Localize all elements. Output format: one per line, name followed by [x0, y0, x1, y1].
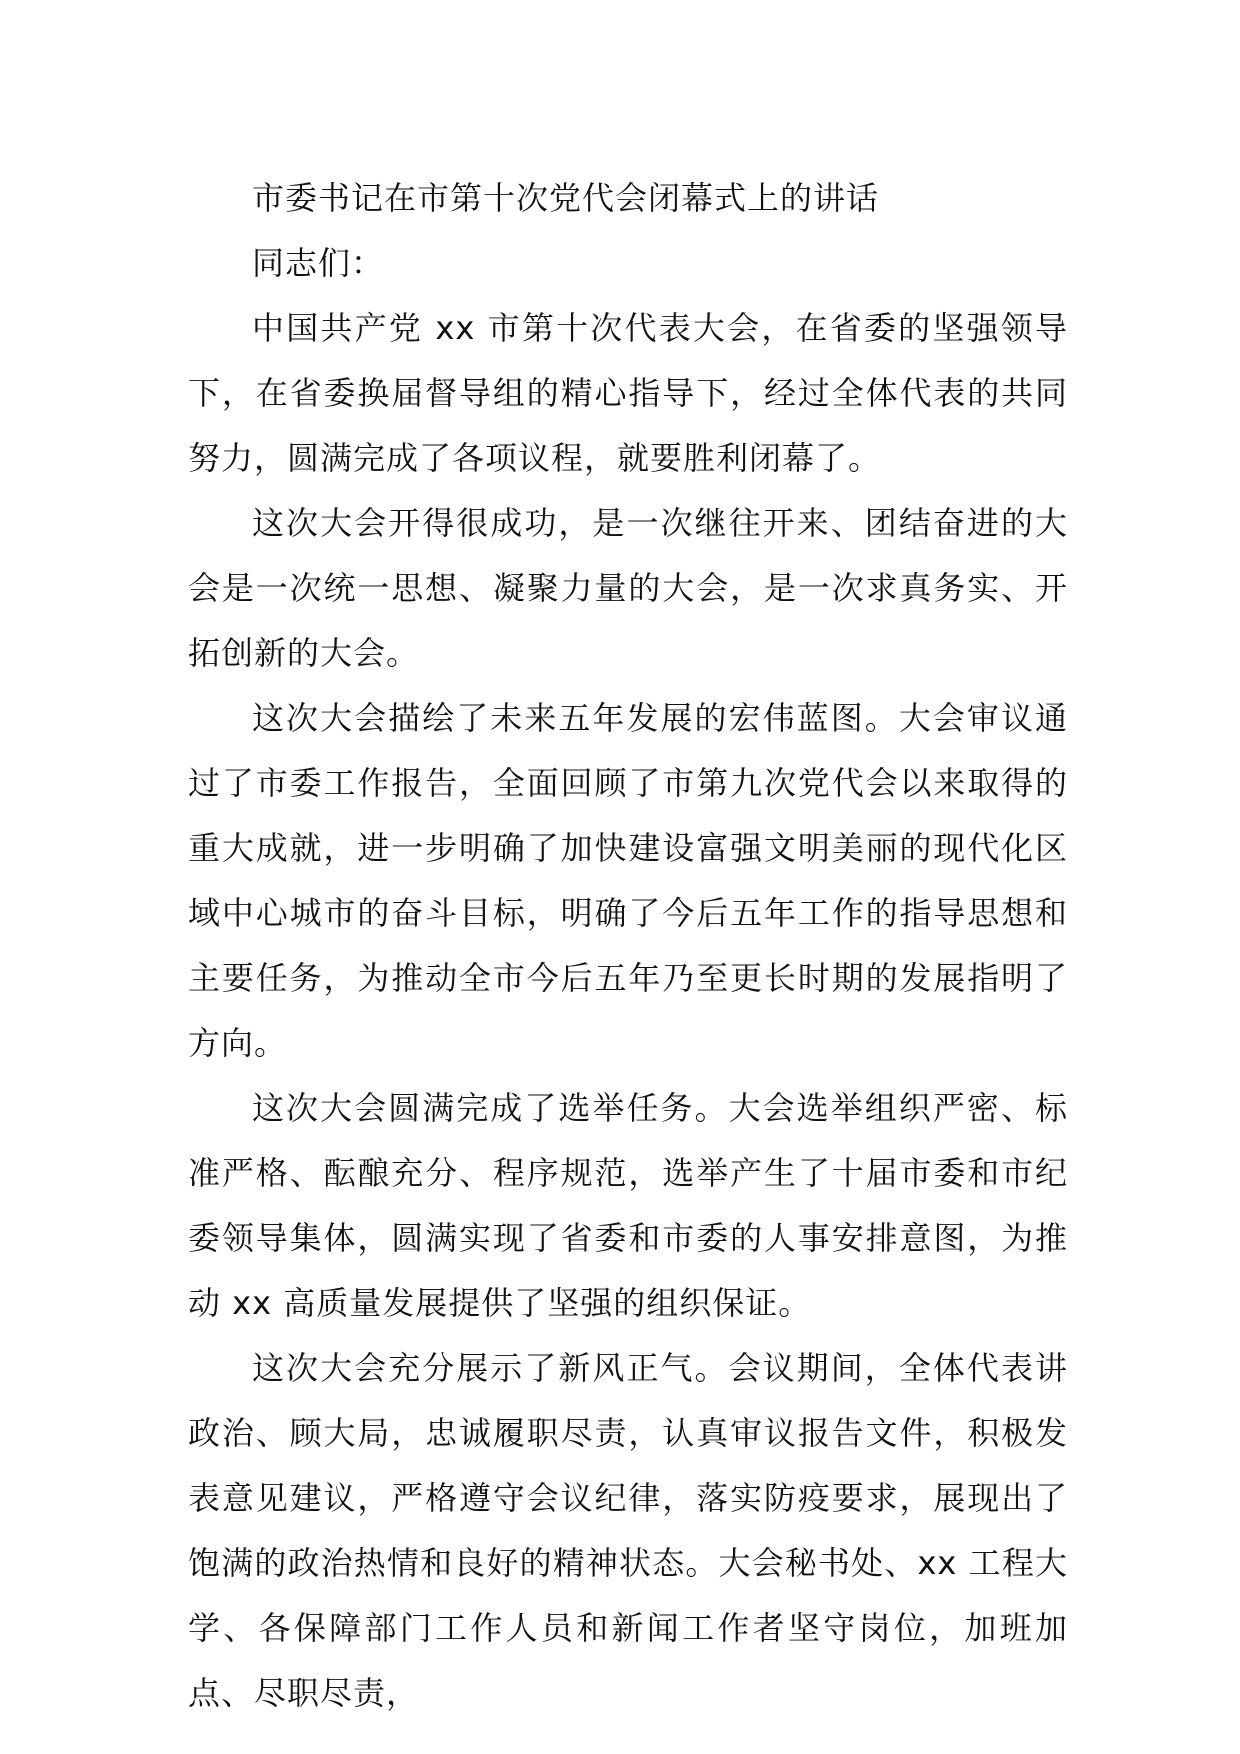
paragraph-1: 中国共产党 xx 市第十次代表大会，在省委的坚强领导下，在省委换届督导组的精心指导下，经过全体代表的共同努力，圆满完成了各项议程，就要胜利闭幕了。 — [188, 309, 1068, 477]
paragraph-5: 这次大会充分展示了新风正气。会议期间，全体代表讲政治、顾大局，忠诚履职尽责，认真审议报告文件，积极发表意见建议，严格遵守会议纪律，落实防疫要求，展现出了饱满的政治热情和良好的精神状态。大会秘书处、xx 工程大学、各保障部门工作人员和新闻工作者坚守岗位，加班加点、尽职尽责， — [188, 1349, 1068, 1712]
paragraph-3: 这次大会描绘了未来五年发展的宏伟蓝图。大会审议通过了市委工作报告，全面回顾了市第九次党代会以来取得的重大成就，进一步明确了加快建设富强文明美丽的现代化区域中心城市的奋斗目标，明确了今后五年工作的指导思想和主要任务，为推动全市今后五年乃至更长时期的发展指明了方向。 — [188, 699, 1068, 1062]
document-body — [188, 166, 1068, 1726]
document-title: 市委书记在市第十次党代会闭幕式上的讲话 — [252, 179, 880, 217]
paragraph-4: 这次大会圆满完成了选举任务。大会选举组织严密、标准严格、酝酿充分、程序规范，选举产生了十届市委和市纪委领导集体，圆满实现了省委和市委的人事安排意图，为推动 xx 高质量发展提供了坚强的组织保证。 — [188, 1089, 1068, 1322]
paragraph-2: 这次大会开得很成功，是一次继往开来、团结奋进的大会是一次统一思想、凝聚力量的大会，是一次求真务实、开拓创新的大会。 — [188, 504, 1068, 672]
salutation: 同志们： — [252, 244, 385, 282]
